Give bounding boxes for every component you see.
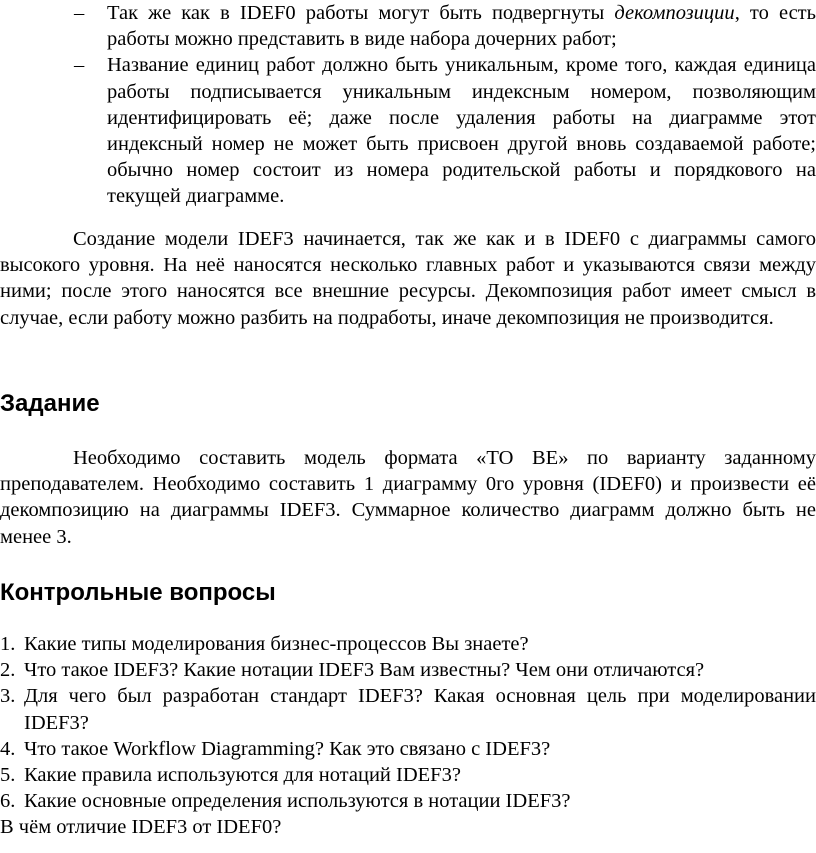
question-number: 3.	[0, 685, 16, 708]
question-text: В чём отличие IDEF3 от IDEF0?	[0, 816, 282, 839]
list-item	[0, 657, 816, 683]
bullet-text-post: , то есть работы можно представить в виде набора дочерних работ;	[107, 2, 816, 51]
question-text: Что такое Workflow Diagramming? Как это связано с IDEF3?	[24, 737, 551, 760]
bullet-item-unique-names	[0, 52, 816, 209]
question-text: Какие типы моделирования бизнес-процессов Вы знаете?	[24, 633, 529, 655]
question-text: Для чего был разработан стандарт IDEF3? Какая основная цель при моделировании IDEF3?	[24, 685, 816, 734]
task-heading: Задание	[0, 390, 100, 417]
question-number: 6.	[0, 790, 16, 813]
question-text: Какие основные определения используются в нотации IDEF3?	[24, 790, 571, 813]
dash-marker: –	[74, 54, 85, 77]
list-item-unnumbered	[0, 814, 816, 840]
list-item	[0, 736, 816, 762]
question-number: 2.	[0, 659, 16, 682]
question-number: 4.	[0, 737, 16, 760]
bullet-list	[0, 0, 816, 210]
questions-list	[0, 631, 816, 841]
bullet-text: Название единиц работ должно быть уникальным, кроме того, каждая единица работы подписывается уникальным индексным номером, позволяющим идентифицировать её; даже после удаления работы на диаграмме этот индексный номер не может быть присвоен другой вновь создаваемой работе; обычно номер состоит из номера родительской работы и порядкового на текущей диаграмме.	[107, 54, 816, 208]
list-item	[0, 762, 816, 788]
list-item	[0, 631, 816, 657]
dash-marker: –	[74, 2, 85, 24]
bullet-text-pre: Так же как в IDEF0 работы могут быть подвергнуты	[107, 2, 615, 24]
list-item	[0, 683, 816, 735]
question-number: 1.	[0, 633, 16, 655]
bullet-text-emphasis: декомпозиции	[614, 2, 735, 24]
bullet-item-decomposition	[0, 0, 816, 52]
task-paragraph: Необходимо составить модель формата «TO BE» по варианту заданному преподавателем. Необходимо составить 1 диаграмму 0го уровня (IDEF0) и произвести её декомпозицию на диаграммы IDEF3. Суммарное количество диаграмм должно быть не менее 3.	[0, 447, 816, 548]
list-item	[0, 788, 816, 814]
intro-paragraph: Создание модели IDEF3 начинается, так же как и в IDEF0 с диаграммы самого высокого уровня. На неё наносятся несколько главных работ и указываются связи между ними; после этого наносятся все внешние ресурсы. Декомпозиция работ имеет смысл в случае, если работу можно разбить на подработы, иначе декомпозиция не производится.	[0, 228, 816, 329]
question-number: 5.	[0, 764, 16, 787]
question-text: Какие правила используются для нотаций IDEF3?	[24, 764, 461, 787]
question-text: Что такое IDEF3? Какие нотации IDEF3 Вам известны? Чем они отличаются?	[24, 659, 705, 682]
questions-heading: Контрольные вопросы	[0, 579, 276, 606]
